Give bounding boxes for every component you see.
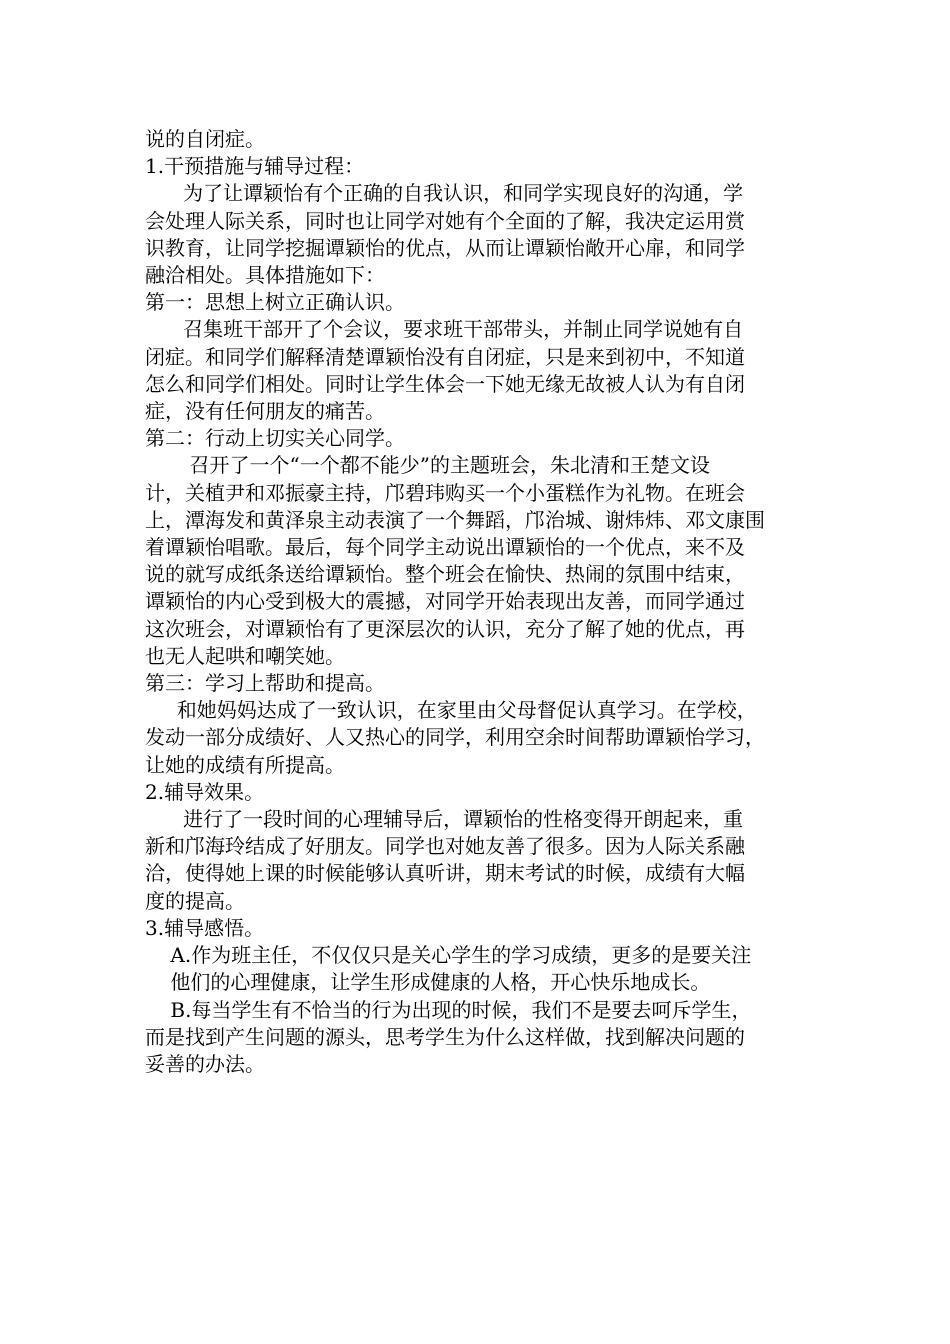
paragraph-line: 和她妈妈达成了一致认识，在家里由父母督促认真学习。在学校， (145, 698, 757, 723)
section-2-body (145, 806, 810, 915)
paragraph-line: 让她的成绩有所提高。 (145, 752, 345, 777)
document-page (145, 126, 810, 1078)
paragraph-line: 而是找到产生问题的源头，思考学生为什么这样做，找到解决问题的 (145, 1024, 745, 1049)
paragraph-line: 谭颖怡的内心受到极大的震撼，对同学开始表现出友善，而同学通过 (145, 589, 745, 614)
paragraph-line: 召集班干部开了个会议，要求班干部带头，并制止同学说她有自 (145, 317, 744, 342)
paragraph-line: 说的就写成纸条送给谭颖怡。整个班会在愉快、热闹的氛围中结束， (145, 562, 745, 587)
paragraph-line: 妥善的办法。 (145, 1051, 265, 1076)
paragraph-line: 会处理人际关系，同时也让同学对她有个全面的了解，我决定运用赏 (145, 208, 745, 233)
section-1-intro (145, 180, 810, 289)
paragraph-line: 召开了一个“一个都不能少”的主题班会，朱北清和王楚文设 (145, 453, 710, 478)
paragraph-line: 着谭颖怡唱歌。最后，每个同学主动说出谭颖怡的一个优点，来不及 (145, 535, 745, 560)
paragraph-line: 发动一部分成绩好、人又热心的同学，利用空余时间帮助谭颖怡学习， (145, 725, 765, 750)
paragraph-line: 计，关植尹和邓振豪主持，邝碧玮购买一个小蛋糕作为礼物。在班会 (145, 480, 745, 505)
paragraph-line: 度的提高。 (145, 888, 245, 913)
section-2-heading: 2.辅导效果。 (145, 779, 265, 804)
step-2-heading: 第二：行动上切实关心同学。 (145, 426, 405, 451)
paragraph-line: 他们的心理健康，让学生形成健康的人格，开心快乐地成长。 (145, 970, 711, 995)
paragraph-line: 融洽相处。具体措施如下： (145, 263, 385, 288)
paragraph-line: A.作为班主任，不仅仅只是关心学生的学习成绩，更多的是要关注 (145, 943, 752, 968)
opening-line: 说的自闭症。 (145, 127, 265, 151)
section-3-point-a (145, 942, 810, 996)
section-1-heading: 1.干预措施与辅导过程： (145, 154, 365, 179)
paragraph-line: 进行了一段时间的心理辅导后，谭颖怡的性格变得开朗起来，重 (145, 807, 744, 832)
paragraph-line: 为了让谭颖怡有个正确的自我认识，和同学实现良好的沟通，学 (145, 181, 744, 206)
paragraph-line: 也无人起哄和嘲笑她。 (145, 643, 345, 668)
paragraph-line: 上，潭海发和黄泽泉主动表演了一个舞蹈，邝治城、谢炜炜、邓文康围 (145, 507, 765, 532)
paragraph-line: 识教育，让同学挖掘谭颖怡的优点，从而让谭颖怡敞开心扉，和同学 (145, 235, 745, 260)
step-1-body (145, 316, 810, 425)
paragraph-line: 洽，使得她上课的时候能够认真听讲，期末考试的时候，成绩有大幅 (145, 861, 745, 886)
paragraph-line: 症，没有任何朋友的痛苦。 (145, 399, 385, 424)
paragraph-line: 这次班会，对谭颖怡有了更深层次的认识，充分了解了她的优点，再 (145, 616, 745, 641)
section-3-heading: 3.辅导感悟。 (145, 915, 265, 940)
step-3-body (145, 697, 810, 779)
step-1-heading: 第一：思想上树立正确认识。 (145, 290, 405, 315)
section-3-point-b (145, 997, 810, 1079)
paragraph-line: 怎么和同学们相处。同时让学生体会一下她无缘无故被人认为有自闭 (145, 371, 745, 396)
step-3-heading: 第三：学习上帮助和提高。 (145, 671, 385, 696)
paragraph-line: 新和邝海玲结成了好朋友。同学也对她友善了很多。因为人际关系融 (145, 834, 745, 859)
step-2-body (145, 452, 810, 670)
paragraph-line: B.每当学生有不恰当的行为出现的时候，我们不是要去呵斥学生， (145, 997, 752, 1022)
paragraph-line: 闭症。和同学们解释清楚谭颖怡没有自闭症，只是来到初中，不知道 (145, 344, 745, 369)
